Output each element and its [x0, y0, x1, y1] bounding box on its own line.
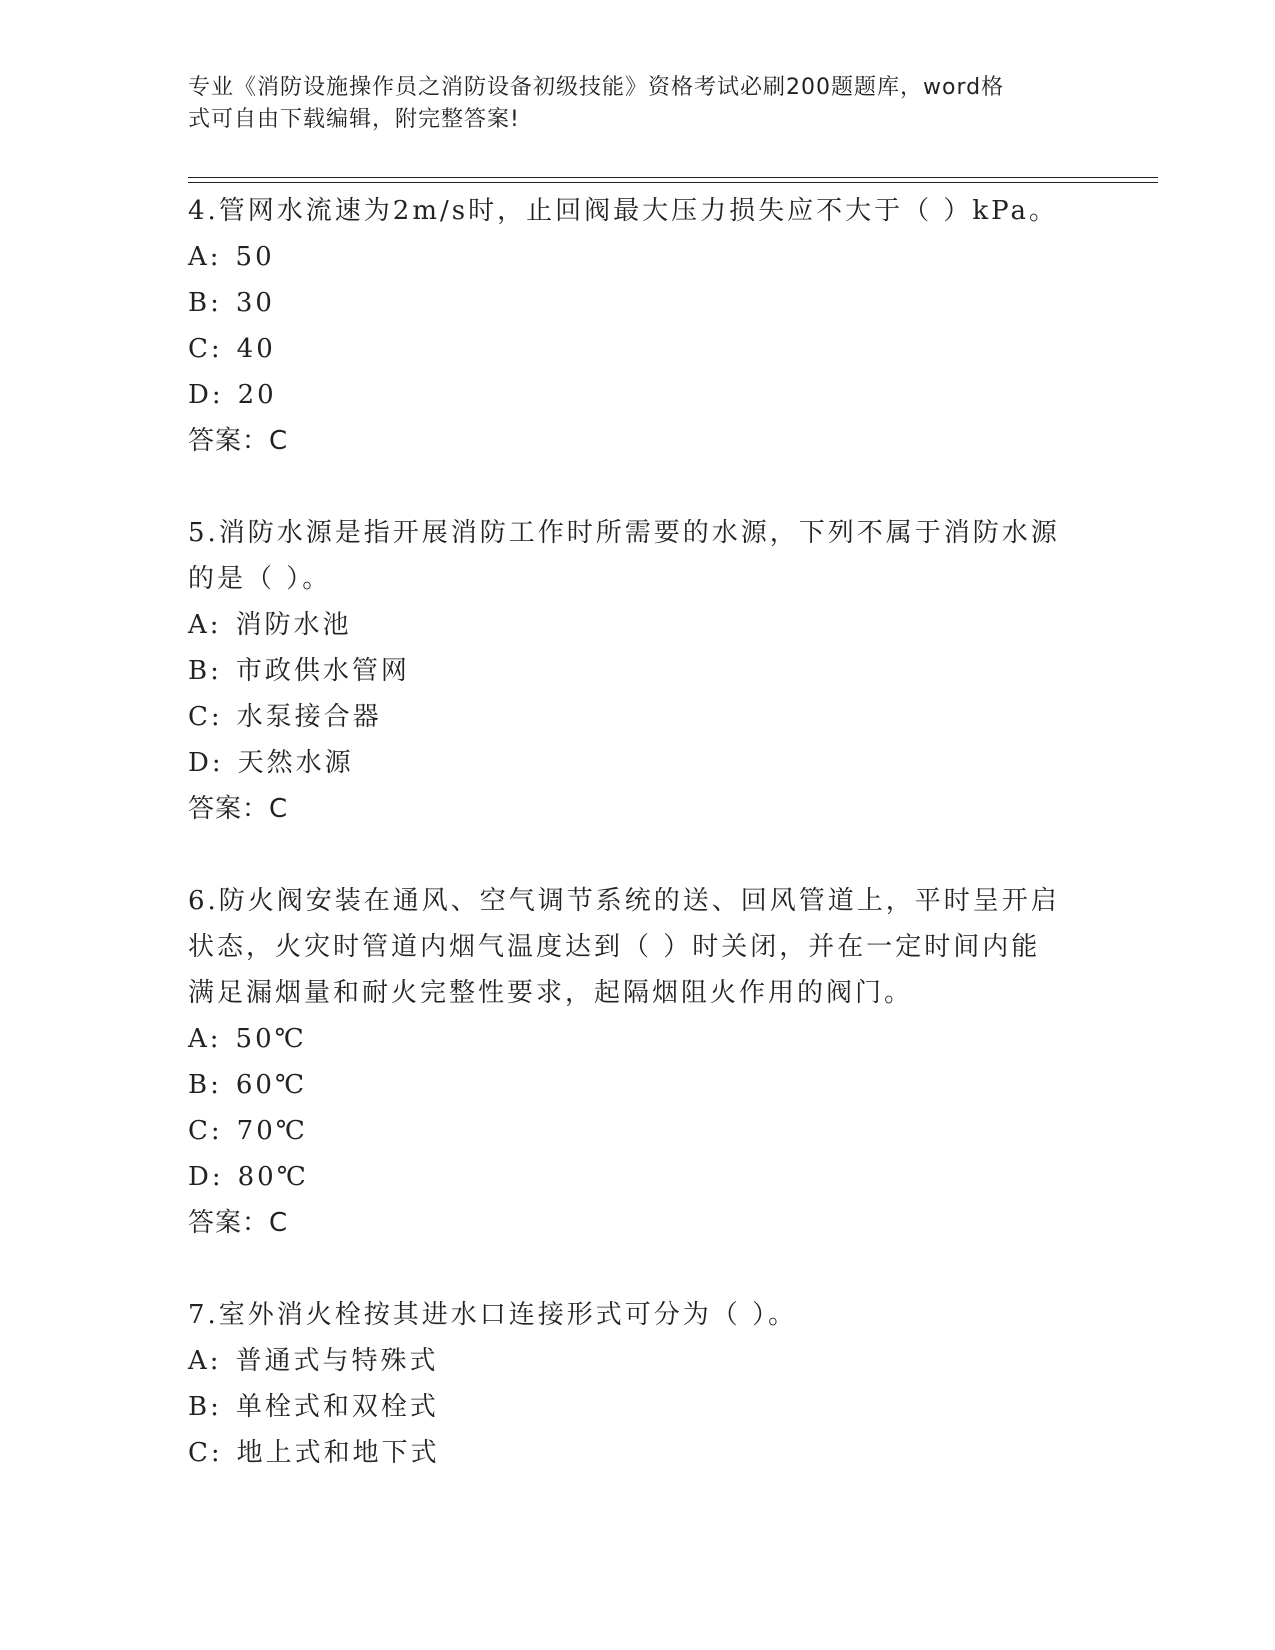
option-text: 60℃: [235, 1070, 308, 1100]
option-a: [188, 602, 1088, 648]
option-c: [188, 694, 1088, 740]
option-b: [188, 648, 1088, 694]
option-a: [188, 1016, 1088, 1062]
option-text: 70℃: [236, 1116, 308, 1146]
header-divider-top: [188, 177, 1158, 178]
question-stem: 满足漏烟量和耐火完整性要求，起隔烟阻火作用的阀门。: [188, 978, 914, 1008]
question-stem: 4.管网水流速为2m/s时，止回阀最大压力损失应不大于（ ）kPa。: [188, 196, 1058, 226]
answer-line: 答案：C: [188, 794, 289, 824]
option-letter: B:: [188, 1392, 222, 1422]
question-7: [188, 1292, 1088, 1476]
header-divider-bottom: [188, 182, 1158, 183]
answer-line: 答案：C: [188, 1208, 289, 1238]
question-stem: 6.防火阀安装在通风、空气调节系统的送、回风管道上，平时呈开启: [188, 886, 1060, 916]
option-letter: A:: [188, 1024, 222, 1054]
option-c: [188, 326, 1088, 372]
header-line-2: 式可自由下载编辑，附完整答案!: [188, 107, 520, 132]
option-text: 40: [236, 334, 276, 364]
option-b: [188, 280, 1088, 326]
question-list: [188, 188, 1088, 1522]
option-b: [188, 1384, 1088, 1430]
question-4: [188, 188, 1088, 464]
option-letter: D:: [188, 380, 224, 410]
header-line-1: 专业《消防设施操作员之消防设备初级技能》资格考试必刷200题题库，word格: [188, 75, 1005, 100]
option-text: 市政供水管网: [235, 656, 410, 686]
option-d: [188, 372, 1088, 418]
option-letter: B:: [188, 656, 222, 686]
question-stem: 5.消防水源是指开展消防工作时所需要的水源，下列不属于消防水源: [188, 518, 1060, 548]
option-text: 80℃: [237, 1162, 309, 1192]
option-letter: C:: [188, 1438, 223, 1468]
option-letter: C:: [188, 702, 223, 732]
option-b: [188, 1062, 1088, 1108]
option-d: [188, 1154, 1088, 1200]
option-a: [188, 234, 1088, 280]
option-c: [188, 1108, 1088, 1154]
option-letter: A:: [188, 610, 222, 640]
option-text: 20: [237, 380, 277, 410]
option-c: [188, 1430, 1088, 1476]
option-text: 30: [235, 288, 275, 318]
option-text: 单栓式和双栓式: [235, 1392, 439, 1422]
option-text: 50℃: [235, 1024, 307, 1054]
option-text: 50: [235, 242, 275, 272]
option-text: 天然水源: [237, 748, 354, 778]
option-letter: A:: [188, 1346, 222, 1376]
question-6: [188, 878, 1088, 1246]
question-stem: 状态，火灾时管道内烟气温度达到（ ）时关闭，并在一定时间内能: [188, 932, 1041, 962]
option-letter: B:: [188, 288, 222, 318]
option-list: [188, 1016, 1088, 1200]
option-list: [188, 602, 1088, 786]
option-letter: B:: [188, 1070, 222, 1100]
option-letter: C:: [188, 334, 223, 364]
question-stem: 的是（ ）。: [188, 564, 332, 594]
answer-line: 答案：C: [188, 426, 289, 456]
option-list: [188, 1338, 1088, 1476]
option-text: 消防水池: [235, 610, 352, 640]
option-letter: A:: [188, 242, 222, 272]
option-list: [188, 234, 1088, 418]
option-letter: D:: [188, 1162, 224, 1192]
option-text: 水泵接合器: [236, 702, 382, 732]
question-stem: 7.室外消火栓按其进水口连接形式可分为（ ）。: [188, 1300, 798, 1330]
option-letter: D:: [188, 748, 224, 778]
question-5: [188, 510, 1088, 832]
option-letter: C:: [188, 1116, 223, 1146]
option-a: [188, 1338, 1088, 1384]
option-text: 普通式与特殊式: [235, 1346, 439, 1376]
document-header: [188, 72, 1068, 136]
option-text: 地上式和地下式: [236, 1438, 440, 1468]
option-d: [188, 740, 1088, 786]
